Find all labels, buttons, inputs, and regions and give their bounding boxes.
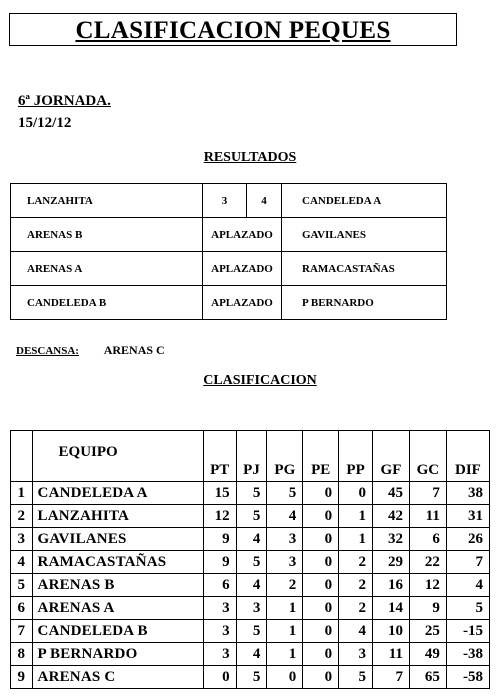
pj-header: PJ xyxy=(236,431,267,482)
pe-cell: 0 xyxy=(303,620,339,643)
pe-cell: 0 xyxy=(303,574,339,597)
position-cell: 1 xyxy=(11,482,33,505)
pj-cell: 4 xyxy=(236,574,267,597)
pj-cell: 5 xyxy=(236,505,267,528)
away-team: GAVILANES xyxy=(282,218,447,252)
title-box xyxy=(9,13,457,46)
position-cell: 5 xyxy=(11,574,33,597)
gc-cell: 49 xyxy=(409,643,446,666)
table-row xyxy=(11,482,490,505)
pe-cell: 0 xyxy=(303,482,339,505)
table-row xyxy=(11,528,490,551)
gf-cell: 32 xyxy=(373,528,410,551)
position-cell: 3 xyxy=(11,528,33,551)
dif-cell: 4 xyxy=(446,574,489,597)
dif-cell: 5 xyxy=(446,597,489,620)
standings-title: CLASIFICACION xyxy=(203,373,317,388)
home-score: 3 xyxy=(203,184,247,218)
pt-cell: 3 xyxy=(203,620,236,643)
gc-cell: 65 xyxy=(409,666,446,689)
pp-cell: 2 xyxy=(339,551,373,574)
pj-cell: 5 xyxy=(236,666,267,689)
team-name-cell: CANDELEDA A xyxy=(32,482,203,505)
table-row xyxy=(11,666,490,689)
result-row xyxy=(11,286,447,320)
pj-cell: 4 xyxy=(236,643,267,666)
dif-cell: -58 xyxy=(446,666,489,689)
result-row xyxy=(11,184,447,218)
position-cell: 2 xyxy=(11,505,33,528)
gf-cell: 7 xyxy=(373,666,410,689)
pt-cell: 15 xyxy=(203,482,236,505)
team-name-cell: CANDELEDA B xyxy=(32,620,203,643)
dif-cell: -15 xyxy=(446,620,489,643)
gc-cell: 9 xyxy=(409,597,446,620)
team-name-cell: GAVILANES xyxy=(32,528,203,551)
pp-cell: 1 xyxy=(339,528,373,551)
pj-cell: 4 xyxy=(236,528,267,551)
team-name-cell: LANZAHITA xyxy=(32,505,203,528)
pt-cell: 3 xyxy=(203,643,236,666)
match-status: APLAZADO xyxy=(203,218,282,252)
results-table xyxy=(10,183,447,320)
gc-header: GC xyxy=(409,431,446,482)
pg-cell: 1 xyxy=(267,643,303,666)
position-cell: 4 xyxy=(11,551,33,574)
dif-cell: 26 xyxy=(446,528,489,551)
pt-cell: 9 xyxy=(203,528,236,551)
team-name-cell: ARENAS C xyxy=(32,666,203,689)
position-cell: 8 xyxy=(11,643,33,666)
dif-cell: 7 xyxy=(446,551,489,574)
team-name-cell: P BERNARDO xyxy=(32,643,203,666)
pp-cell: 3 xyxy=(339,643,373,666)
table-row xyxy=(11,551,490,574)
table-row xyxy=(11,505,490,528)
pp-cell: 1 xyxy=(339,505,373,528)
gc-cell: 22 xyxy=(409,551,446,574)
home-team: CANDELEDA B xyxy=(11,286,203,320)
gc-cell: 7 xyxy=(409,482,446,505)
position-cell: 9 xyxy=(11,666,33,689)
position-cell: 6 xyxy=(11,597,33,620)
equipo-header: EQUIPO xyxy=(32,431,203,482)
gc-cell: 25 xyxy=(409,620,446,643)
standings-header-row xyxy=(11,431,490,482)
pp-cell: 0 xyxy=(339,482,373,505)
date-label: 15/12/12 xyxy=(18,115,72,131)
pt-cell: 0 xyxy=(203,666,236,689)
pg-cell: 0 xyxy=(267,666,303,689)
pe-header: PE xyxy=(303,431,339,482)
dif-header: DIF xyxy=(446,431,489,482)
gf-header: GF xyxy=(373,431,410,482)
result-row xyxy=(11,252,447,286)
team-name-cell: ARENAS A xyxy=(32,597,203,620)
pt-cell: 3 xyxy=(203,597,236,620)
pj-cell: 3 xyxy=(236,597,267,620)
pe-cell: 0 xyxy=(303,643,339,666)
away-team: RAMACASTAÑAS xyxy=(282,252,447,286)
pp-cell: 2 xyxy=(339,597,373,620)
pj-cell: 5 xyxy=(236,551,267,574)
gc-cell: 6 xyxy=(409,528,446,551)
pg-cell: 3 xyxy=(267,551,303,574)
dif-cell: 38 xyxy=(446,482,489,505)
result-row xyxy=(11,218,447,252)
dif-cell: 31 xyxy=(446,505,489,528)
gf-cell: 10 xyxy=(373,620,410,643)
pe-cell: 0 xyxy=(303,666,339,689)
pp-cell: 2 xyxy=(339,574,373,597)
pj-cell: 5 xyxy=(236,482,267,505)
pg-cell: 2 xyxy=(267,574,303,597)
dif-cell: -38 xyxy=(446,643,489,666)
home-team: LANZAHITA xyxy=(11,184,203,218)
table-row xyxy=(11,574,490,597)
away-score: 4 xyxy=(247,184,282,218)
standings-table xyxy=(10,430,490,689)
results-title: RESULTADOS xyxy=(203,150,297,165)
away-team: CANDELEDA A xyxy=(282,184,447,218)
pt-cell: 12 xyxy=(203,505,236,528)
table-row xyxy=(11,643,490,666)
pt-header: PT xyxy=(203,431,236,482)
descansa-line xyxy=(16,343,165,358)
home-team: ARENAS B xyxy=(11,218,203,252)
table-row xyxy=(11,620,490,643)
table-row xyxy=(11,597,490,620)
descansa-team: ARENAS C xyxy=(103,343,165,357)
gf-cell: 11 xyxy=(373,643,410,666)
pp-header: PP xyxy=(339,431,373,482)
gf-cell: 45 xyxy=(373,482,410,505)
gc-cell: 11 xyxy=(409,505,446,528)
pt-cell: 6 xyxy=(203,574,236,597)
match-status: APLAZADO xyxy=(203,252,282,286)
pe-cell: 0 xyxy=(303,528,339,551)
pg-cell: 4 xyxy=(267,505,303,528)
pe-cell: 0 xyxy=(303,505,339,528)
team-name-cell: RAMACASTAÑAS xyxy=(32,551,203,574)
pp-cell: 4 xyxy=(339,620,373,643)
gf-cell: 16 xyxy=(373,574,410,597)
pe-cell: 0 xyxy=(303,597,339,620)
descansa-label: DESCANSA: xyxy=(16,345,79,357)
gf-cell: 29 xyxy=(373,551,410,574)
gf-cell: 14 xyxy=(373,597,410,620)
match-status: APLAZADO xyxy=(203,286,282,320)
pg-cell: 1 xyxy=(267,620,303,643)
pg-cell: 3 xyxy=(267,528,303,551)
team-name-cell: ARENAS B xyxy=(32,574,203,597)
pos-header xyxy=(11,431,33,482)
gf-cell: 42 xyxy=(373,505,410,528)
jornada-label: 6ª JORNADA. xyxy=(18,93,111,109)
position-cell: 7 xyxy=(11,620,33,643)
away-team: P BERNARDO xyxy=(282,286,447,320)
home-team: ARENAS A xyxy=(11,252,203,286)
pe-cell: 0 xyxy=(303,551,339,574)
pg-cell: 1 xyxy=(267,597,303,620)
pt-cell: 9 xyxy=(203,551,236,574)
pp-cell: 5 xyxy=(339,666,373,689)
pg-header: PG xyxy=(267,431,303,482)
page-title: CLASIFICACION PEQUES xyxy=(75,17,391,44)
pg-cell: 5 xyxy=(267,482,303,505)
gc-cell: 12 xyxy=(409,574,446,597)
pj-cell: 5 xyxy=(236,620,267,643)
